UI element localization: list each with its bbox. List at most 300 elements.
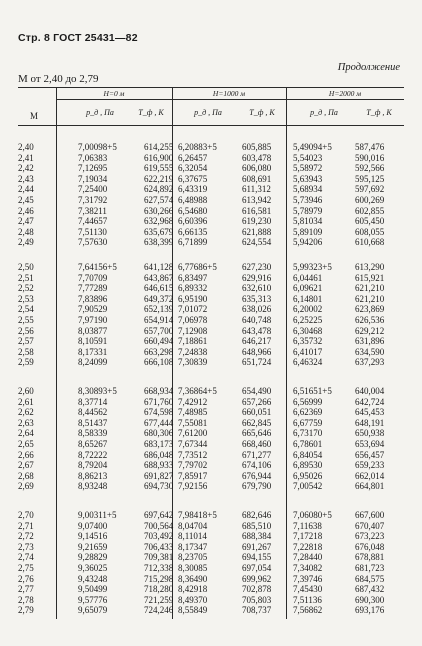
- table-row: [18, 336, 404, 346]
- temperature-h0-cell: 619,555: [144, 163, 174, 174]
- pressure-h1000-cell: 8,11014: [178, 531, 207, 542]
- pressure-h2000-cell: 6,89530: [293, 460, 323, 471]
- mach-number-cell: 2,56: [18, 325, 34, 336]
- pressure-h2000-cell: 6,09621: [293, 283, 323, 294]
- pressure-h2000-cell: 6,35732: [293, 336, 323, 347]
- table-row: [18, 605, 404, 615]
- pressure-h0-cell: 8,72222: [78, 449, 108, 460]
- table-row: [18, 439, 404, 449]
- mach-number-cell: 2,45: [18, 195, 34, 205]
- temperature-h2000-cell: 592,566: [355, 163, 385, 174]
- pressure-h0-cell: 8,79204: [78, 460, 108, 471]
- temperature-h0-cell: 646,615: [144, 283, 174, 294]
- pressure-h2000-cell: 6,84054: [293, 449, 323, 460]
- pressure-h0-cell: 8,58339: [78, 428, 108, 439]
- temperature-h0-cell: 671,760: [144, 396, 174, 407]
- table-top-rule: [18, 87, 404, 88]
- temperature-h0-cell: 709,381: [144, 552, 174, 563]
- temperature-h2000-cell: 640,004: [355, 386, 385, 396]
- temperature-h2000-cell: 605,450: [355, 216, 385, 227]
- table-row: [18, 563, 404, 573]
- mach-number-cell: 2,63: [18, 417, 34, 428]
- temperature-h1000-cell: 605,885: [242, 142, 272, 152]
- temperature-h1000-cell: 705,803: [242, 594, 272, 605]
- pressure-h1000-cell: 6,54680: [178, 205, 208, 216]
- temperature-h0-cell: 674,598: [144, 407, 174, 418]
- pressure-h1000-cell: 7,98418+5: [178, 510, 217, 520]
- temperature-h2000-cell: 648,191: [355, 417, 385, 428]
- pressure-h1000-cell: 6,77686+5: [178, 262, 217, 272]
- pressure-h0-cell: 7,64156+5: [78, 262, 117, 272]
- table-row: [18, 542, 404, 552]
- pressure-h2000-cell: 7,45430: [293, 584, 323, 595]
- pressure-h2000-cell: 6,62369: [293, 407, 323, 418]
- pressure-h1000-cell: 6,43319: [178, 184, 208, 195]
- pressure-h2000-cell: 7,00542: [293, 481, 323, 492]
- temperature-h2000-cell: 687,432: [355, 584, 385, 595]
- mach-number-cell: 2,48: [18, 226, 34, 237]
- temperature-h2000-cell: 650,938: [355, 428, 385, 439]
- table-row: [18, 595, 404, 605]
- temperature-h1000-cell: 648,966: [242, 346, 272, 357]
- temperature-h1000-cell: 603,478: [242, 152, 272, 163]
- pressure-h0-cell: 9,57776: [78, 594, 108, 605]
- mach-number-cell: 2,60: [18, 386, 34, 396]
- pressure-h0-cell: 9,36025: [78, 563, 108, 573]
- temperature-h0-cell: 666,108: [144, 357, 174, 368]
- temperature-h0-cell: 668,934: [144, 386, 174, 396]
- temperature-h2000-cell: 670,407: [355, 520, 385, 531]
- temperature-h2000-cell: 645,453: [355, 407, 385, 418]
- temperature-h2000-cell: 662,014: [355, 470, 385, 481]
- temperature-h0-cell: 657,700: [144, 325, 174, 336]
- temperature-h0-cell: 700,564: [144, 520, 174, 531]
- pressure-h2000-cell: 5,99323+5: [293, 262, 332, 272]
- mach-number-cell: 2,40: [18, 142, 34, 152]
- pressure-h2000-cell: 6,51651+5: [293, 386, 332, 396]
- mach-number-cell: 2,43: [18, 173, 34, 184]
- temperature-h2000-cell: 608,055: [355, 226, 385, 237]
- pressure-h1000-cell: 7,24838: [178, 346, 208, 357]
- temperature-h2000-cell: 676,048: [355, 541, 385, 552]
- temperature-h1000-cell: 674,106: [242, 460, 272, 471]
- temperature-h1000-cell: 621,888: [242, 226, 272, 237]
- table-row: [18, 227, 404, 237]
- mach-number-cell: 2,73: [18, 541, 34, 552]
- pressure-h2000-cell: 6,56999: [293, 396, 323, 407]
- temperature-h1000-cell: 697,054: [242, 563, 272, 573]
- pressure-h2000-cell: 7,28440: [293, 552, 323, 563]
- pressure-h2000-cell: 6,14801: [293, 293, 323, 304]
- temperature-h0-cell: 660,494: [144, 336, 174, 347]
- temperature-h2000-cell: 621,210: [355, 283, 385, 294]
- temperature-h2000-cell: 667,600: [355, 510, 385, 520]
- pressure-h0-cell: 7,90529: [78, 304, 108, 315]
- pressure-h0-cell: 7,44657: [78, 216, 108, 227]
- pressure-h0-cell: 8,24099: [78, 357, 108, 368]
- temperature-h0-cell: 649,372: [144, 293, 174, 304]
- temperature-h2000-cell: 690,300: [355, 594, 385, 605]
- pressure-h1000-cell: 8,55849: [178, 605, 208, 616]
- temperature-h2000-cell: 659,233: [355, 460, 385, 471]
- temperature-h2000-cell: 587,476: [355, 142, 385, 152]
- pressure-h1000-cell: 6,32054: [178, 163, 208, 174]
- table-row: [18, 397, 404, 407]
- temperature-h0-cell: 697,642: [144, 510, 174, 520]
- temperature-h1000-cell: 627,230: [242, 262, 272, 272]
- temperature-h2000-cell: 678,881: [355, 552, 385, 563]
- temperature-h1000-cell: 654,490: [242, 386, 272, 396]
- mach-number-cell: 2,76: [18, 573, 34, 584]
- pressure-h2000-cell: 6,78601: [293, 439, 323, 449]
- pressure-h1000-cell: 6,26457: [178, 152, 208, 163]
- pressure-h2000-cell: 5,49094+5: [293, 142, 332, 152]
- mach-number-cell: 2,61: [18, 396, 34, 407]
- temperature-h1000-cell: 640,748: [242, 315, 272, 325]
- pressure-h2000-cell: 7,34082: [293, 563, 323, 573]
- page-header: Стр. 8 ГОСТ 25431—82: [18, 32, 138, 44]
- temperature-h1000-cell: 613,942: [242, 195, 272, 205]
- temperature-h0-cell: 654,914: [144, 315, 174, 325]
- table-header-rule: [18, 125, 404, 126]
- pressure-h0-cell: 7,38211: [78, 205, 107, 216]
- mach-number-cell: 2,58: [18, 346, 34, 357]
- temperature-h2000-cell: 631,896: [355, 336, 385, 347]
- pressure-h2000-cell: 5,54023: [293, 152, 323, 163]
- pressure-h0-cell: 7,70709: [78, 272, 108, 283]
- temperature-h0-cell: 688,933: [144, 460, 174, 471]
- table-row: [18, 262, 404, 272]
- mach-number-cell: 2,70: [18, 510, 34, 520]
- temperature-h2000-cell: 684,575: [355, 573, 385, 584]
- pressure-h0-cell: 7,51130: [78, 226, 107, 237]
- temperature-h1000-cell: 629,916: [242, 272, 272, 283]
- pressure-h0-cell: 7,77289: [78, 283, 108, 294]
- pressure-h1000-cell: 6,20883+5: [178, 142, 217, 152]
- pressure-h1000-cell: 6,66135: [178, 226, 208, 237]
- pressure-h2000-cell: 5,89109: [293, 226, 323, 237]
- table-row: [18, 347, 404, 357]
- pressure-h0-cell: 8,65267: [78, 439, 108, 449]
- table-row: [18, 450, 404, 460]
- mach-number-cell: 2,62: [18, 407, 34, 418]
- table-row: [18, 460, 404, 470]
- pressure-h1000-cell: 8,23705: [178, 552, 208, 563]
- pressure-h1000-cell: 8,42918: [178, 584, 208, 595]
- column-header-temperature: T_ф , К: [249, 108, 275, 117]
- pressure-h1000-cell: 7,61200: [178, 428, 208, 439]
- temperature-h0-cell: 712,338: [144, 563, 174, 573]
- pressure-h2000-cell: 7,22818: [293, 541, 323, 552]
- table-row: [18, 418, 404, 428]
- temperature-h2000-cell: 597,692: [355, 184, 385, 195]
- temperature-h2000-cell: 615,921: [355, 272, 385, 283]
- pressure-h1000-cell: 6,60396: [178, 216, 208, 227]
- temperature-h0-cell: 652,139: [144, 304, 174, 315]
- temperature-h0-cell: 632,968: [144, 216, 174, 227]
- table-row: [18, 216, 404, 226]
- temperature-h2000-cell: 642,724: [355, 396, 385, 407]
- mach-number-cell: 2,57: [18, 336, 34, 347]
- pressure-h2000-cell: 5,63943: [293, 173, 323, 184]
- temperature-h0-cell: 703,492: [144, 531, 174, 542]
- pressure-h1000-cell: 8,17347: [178, 541, 208, 552]
- temperature-h2000-cell: 681,723: [355, 563, 385, 573]
- pressure-h1000-cell: 7,92156: [178, 481, 208, 492]
- temperature-h0-cell: 683,173: [144, 439, 174, 449]
- pressure-h2000-cell: 6,73170: [293, 428, 323, 439]
- table-row: [18, 326, 404, 336]
- temperature-h2000-cell: 613,290: [355, 262, 385, 272]
- column-header-pressure: p_д , Па: [310, 108, 338, 117]
- pressure-h0-cell: 8,44562: [78, 407, 108, 418]
- pressure-h0-cell: 9,00311+5: [78, 510, 117, 520]
- temperature-h2000-cell: 673,223: [355, 531, 385, 542]
- mach-number-cell: 2,67: [18, 460, 34, 471]
- temperature-h1000-cell: 699,962: [242, 573, 272, 584]
- pressure-h0-cell: 7,31792: [78, 195, 108, 205]
- mach-number-cell: 2,55: [18, 315, 34, 325]
- mach-number-cell: 2,44: [18, 184, 34, 195]
- group-title-h1000: H=1000 м: [212, 89, 246, 98]
- mach-number-cell: 2,46: [18, 205, 34, 216]
- table-row: [18, 584, 404, 594]
- pressure-h2000-cell: 7,39746: [293, 573, 323, 584]
- temperature-h2000-cell: 626,536: [355, 315, 385, 325]
- pressure-h2000-cell: 5,81034: [293, 216, 323, 227]
- mach-number-cell: 2,79: [18, 605, 34, 616]
- pressure-h0-cell: 9,50499: [78, 584, 108, 595]
- mach-number-cell: 2,77: [18, 584, 34, 595]
- temperature-h2000-cell: 664,801: [355, 481, 385, 492]
- table-row: [18, 184, 404, 194]
- group-title-h2000: H=2000 м: [328, 89, 362, 98]
- pressure-h2000-cell: 5,68934: [293, 184, 323, 195]
- pressure-h0-cell: 9,43248: [78, 573, 108, 584]
- mach-number-cell: 2,66: [18, 449, 34, 460]
- table-row: [18, 521, 404, 531]
- pressure-h1000-cell: 7,30839: [178, 357, 208, 368]
- pressure-h2000-cell: 6,25225: [293, 315, 323, 325]
- pressure-h1000-cell: 8,04704: [178, 520, 208, 531]
- pressure-h2000-cell: 6,20002: [293, 304, 323, 315]
- temperature-h2000-cell: 656,457: [355, 449, 385, 460]
- pressure-h0-cell: 8,10591: [78, 336, 108, 347]
- temperature-h0-cell: 630,266: [144, 205, 174, 216]
- temperature-h1000-cell: 635,313: [242, 293, 272, 304]
- table-row: [18, 471, 404, 481]
- temperature-h1000-cell: 665,646: [242, 428, 272, 439]
- temperature-h1000-cell: 691,267: [242, 541, 272, 552]
- pressure-h1000-cell: 6,95190: [178, 293, 208, 304]
- temperature-h1000-cell: 671,277: [242, 449, 272, 460]
- temperature-h0-cell: 635,679: [144, 226, 174, 237]
- temperature-h0-cell: 614,255: [144, 142, 174, 152]
- temperature-h2000-cell: 590,016: [355, 152, 385, 163]
- mach-number-cell: 2,75: [18, 563, 34, 573]
- mach-number-cell: 2,53: [18, 293, 34, 304]
- pressure-h2000-cell: 7,51136: [293, 594, 322, 605]
- temperature-h0-cell: 622,219: [144, 173, 174, 184]
- temperature-h1000-cell: 651,724: [242, 357, 272, 368]
- pressure-h2000-cell: 5,94206: [293, 237, 323, 248]
- table-row: [18, 174, 404, 184]
- column-header-temperature: T_ф , К: [366, 108, 392, 117]
- temperature-h1000-cell: 616,581: [242, 205, 272, 216]
- mach-number-cell: 2,47: [18, 216, 34, 227]
- temperature-h0-cell: 694,730: [144, 481, 174, 492]
- temperature-h1000-cell: 694,155: [242, 552, 272, 563]
- pressure-h0-cell: 8,86213: [78, 470, 108, 481]
- temperature-h1000-cell: 638,026: [242, 304, 272, 315]
- pressure-h0-cell: 8,51437: [78, 417, 108, 428]
- temperature-h0-cell: 624,892: [144, 184, 174, 195]
- pressure-h1000-cell: 8,36490: [178, 573, 208, 584]
- temperature-h1000-cell: 660,051: [242, 407, 272, 418]
- pressure-h0-cell: 7,00098+5: [78, 142, 117, 152]
- table-row: [18, 531, 404, 541]
- pressure-h1000-cell: 7,18861: [178, 336, 208, 347]
- pressure-h1000-cell: 7,67344: [178, 439, 208, 449]
- temperature-h1000-cell: 662,845: [242, 417, 272, 428]
- table-row: [18, 273, 404, 283]
- pressure-h0-cell: 9,21659: [78, 541, 108, 552]
- temperature-h1000-cell: 676,944: [242, 470, 272, 481]
- table-row: [18, 195, 404, 205]
- pressure-h1000-cell: 7,79702: [178, 460, 208, 471]
- pressure-h1000-cell: 8,49370: [178, 594, 208, 605]
- temperature-h0-cell: 638,399: [144, 237, 174, 248]
- temperature-h1000-cell: 632,610: [242, 283, 272, 294]
- temperature-h2000-cell: 634,590: [355, 346, 385, 357]
- pressure-h1000-cell: 7,06978: [178, 315, 208, 325]
- pressure-h2000-cell: 6,30468: [293, 325, 323, 336]
- temperature-h1000-cell: 611,312: [242, 184, 271, 195]
- pressure-h1000-cell: 7,42912: [178, 396, 208, 407]
- temperature-h2000-cell: 653,694: [355, 439, 385, 449]
- column-header-m: M: [30, 111, 39, 121]
- mach-number-cell: 2,50: [18, 262, 34, 272]
- temperature-h0-cell: 724,246: [144, 605, 174, 616]
- temperature-h0-cell: 706,433: [144, 541, 174, 552]
- temperature-h2000-cell: 621,210: [355, 293, 385, 304]
- mach-number-cell: 2,65: [18, 439, 34, 449]
- group-title-h0: H=0 м: [103, 89, 125, 98]
- pressure-h2000-cell: 7,06080+5: [293, 510, 332, 520]
- temperature-h1000-cell: 679,790: [242, 481, 272, 492]
- pressure-h0-cell: 7,25400: [78, 184, 108, 195]
- pressure-h1000-cell: 6,48988: [178, 195, 208, 205]
- temperature-h2000-cell: 600,269: [355, 195, 385, 205]
- temperature-h1000-cell: 643,478: [242, 325, 272, 336]
- mach-number-cell: 2,74: [18, 552, 34, 563]
- pressure-h1000-cell: 8,30085: [178, 563, 208, 573]
- table-row: [18, 510, 404, 520]
- group-rule: [56, 99, 404, 100]
- temperature-h1000-cell: 608,691: [242, 173, 272, 184]
- table-row: [18, 153, 404, 163]
- pressure-h2000-cell: 6,41017: [293, 346, 323, 357]
- table-row: [18, 237, 404, 247]
- range-title: M от 2,40 до 2,79: [18, 73, 99, 85]
- temperature-h2000-cell: 629,212: [355, 325, 385, 336]
- pressure-h1000-cell: 7,12908: [178, 325, 208, 336]
- temperature-h1000-cell: 682,646: [242, 510, 272, 520]
- temperature-h1000-cell: 708,737: [242, 605, 272, 616]
- continuation-label: Продолжение: [337, 62, 400, 73]
- temperature-h0-cell: 641,128: [144, 262, 174, 272]
- pressure-h2000-cell: 5,73946: [293, 195, 323, 205]
- table-row: [18, 142, 404, 152]
- temperature-h0-cell: 643,867: [144, 272, 174, 283]
- pressure-h0-cell: 9,65079: [78, 605, 108, 616]
- pressure-h0-cell: 8,17331: [78, 346, 108, 357]
- temperature-h1000-cell: 685,510: [242, 520, 272, 531]
- mach-number-cell: 2,72: [18, 531, 34, 542]
- temperature-h0-cell: 663,298: [144, 346, 174, 357]
- pressure-h2000-cell: 6,95026: [293, 470, 323, 481]
- pressure-h2000-cell: 7,17218: [293, 531, 323, 542]
- temperature-h0-cell: 715,298: [144, 573, 174, 584]
- temperature-h1000-cell: 646,217: [242, 336, 272, 347]
- table-row: [18, 357, 404, 367]
- pressure-h0-cell: 7,97190: [78, 315, 108, 325]
- pressure-h1000-cell: 6,83497: [178, 272, 208, 283]
- table-row: [18, 428, 404, 438]
- temperature-h1000-cell: 624,554: [242, 237, 272, 248]
- mach-number-cell: 2,49: [18, 237, 34, 248]
- pressure-h1000-cell: 6,71899: [178, 237, 208, 248]
- mach-number-cell: 2,68: [18, 470, 34, 481]
- column-header-temperature: T_ф , К: [138, 108, 164, 117]
- pressure-h0-cell: 8,30893+5: [78, 386, 117, 396]
- pressure-h1000-cell: 7,48985: [178, 407, 208, 418]
- temperature-h2000-cell: 637,293: [355, 357, 385, 368]
- temperature-h1000-cell: 688,384: [242, 531, 272, 542]
- temperature-h2000-cell: 602,855: [355, 205, 385, 216]
- temperature-h0-cell: 686,048: [144, 449, 174, 460]
- temperature-h2000-cell: 610,668: [355, 237, 385, 248]
- pressure-h1000-cell: 7,36864+5: [178, 386, 217, 396]
- table-row: [18, 163, 404, 173]
- mach-number-cell: 2,54: [18, 304, 34, 315]
- pressure-h0-cell: 9,28829: [78, 552, 108, 563]
- pressure-h0-cell: 8,03877: [78, 325, 108, 336]
- pressure-h1000-cell: 7,85917: [178, 470, 208, 481]
- table-row: [18, 386, 404, 396]
- column-header-pressure: p_д , Па: [194, 108, 222, 117]
- mach-number-cell: 2,51: [18, 272, 34, 283]
- mach-number-cell: 2,69: [18, 481, 34, 492]
- temperature-h1000-cell: 668,460: [242, 439, 272, 449]
- pressure-h0-cell: 9,14516: [78, 531, 108, 542]
- pressure-h0-cell: 7,06383: [78, 152, 108, 163]
- pressure-h2000-cell: 7,56862: [293, 605, 323, 616]
- mach-number-cell: 2,52: [18, 283, 34, 294]
- temperature-h1000-cell: 606,080: [242, 163, 272, 174]
- mach-number-cell: 2,64: [18, 428, 34, 439]
- temperature-h0-cell: 691,827: [144, 470, 174, 481]
- pressure-h0-cell: 7,12695: [78, 163, 108, 174]
- temperature-h1000-cell: 702,878: [242, 584, 272, 595]
- table-row: [18, 294, 404, 304]
- mach-number-cell: 2,78: [18, 594, 34, 605]
- pressure-h0-cell: 9,07400: [78, 520, 108, 531]
- temperature-h2000-cell: 693,176: [355, 605, 385, 616]
- pressure-h0-cell: 7,19034: [78, 173, 108, 184]
- pressure-h0-cell: 8,93248: [78, 481, 108, 492]
- temperature-h0-cell: 680,306: [144, 428, 174, 439]
